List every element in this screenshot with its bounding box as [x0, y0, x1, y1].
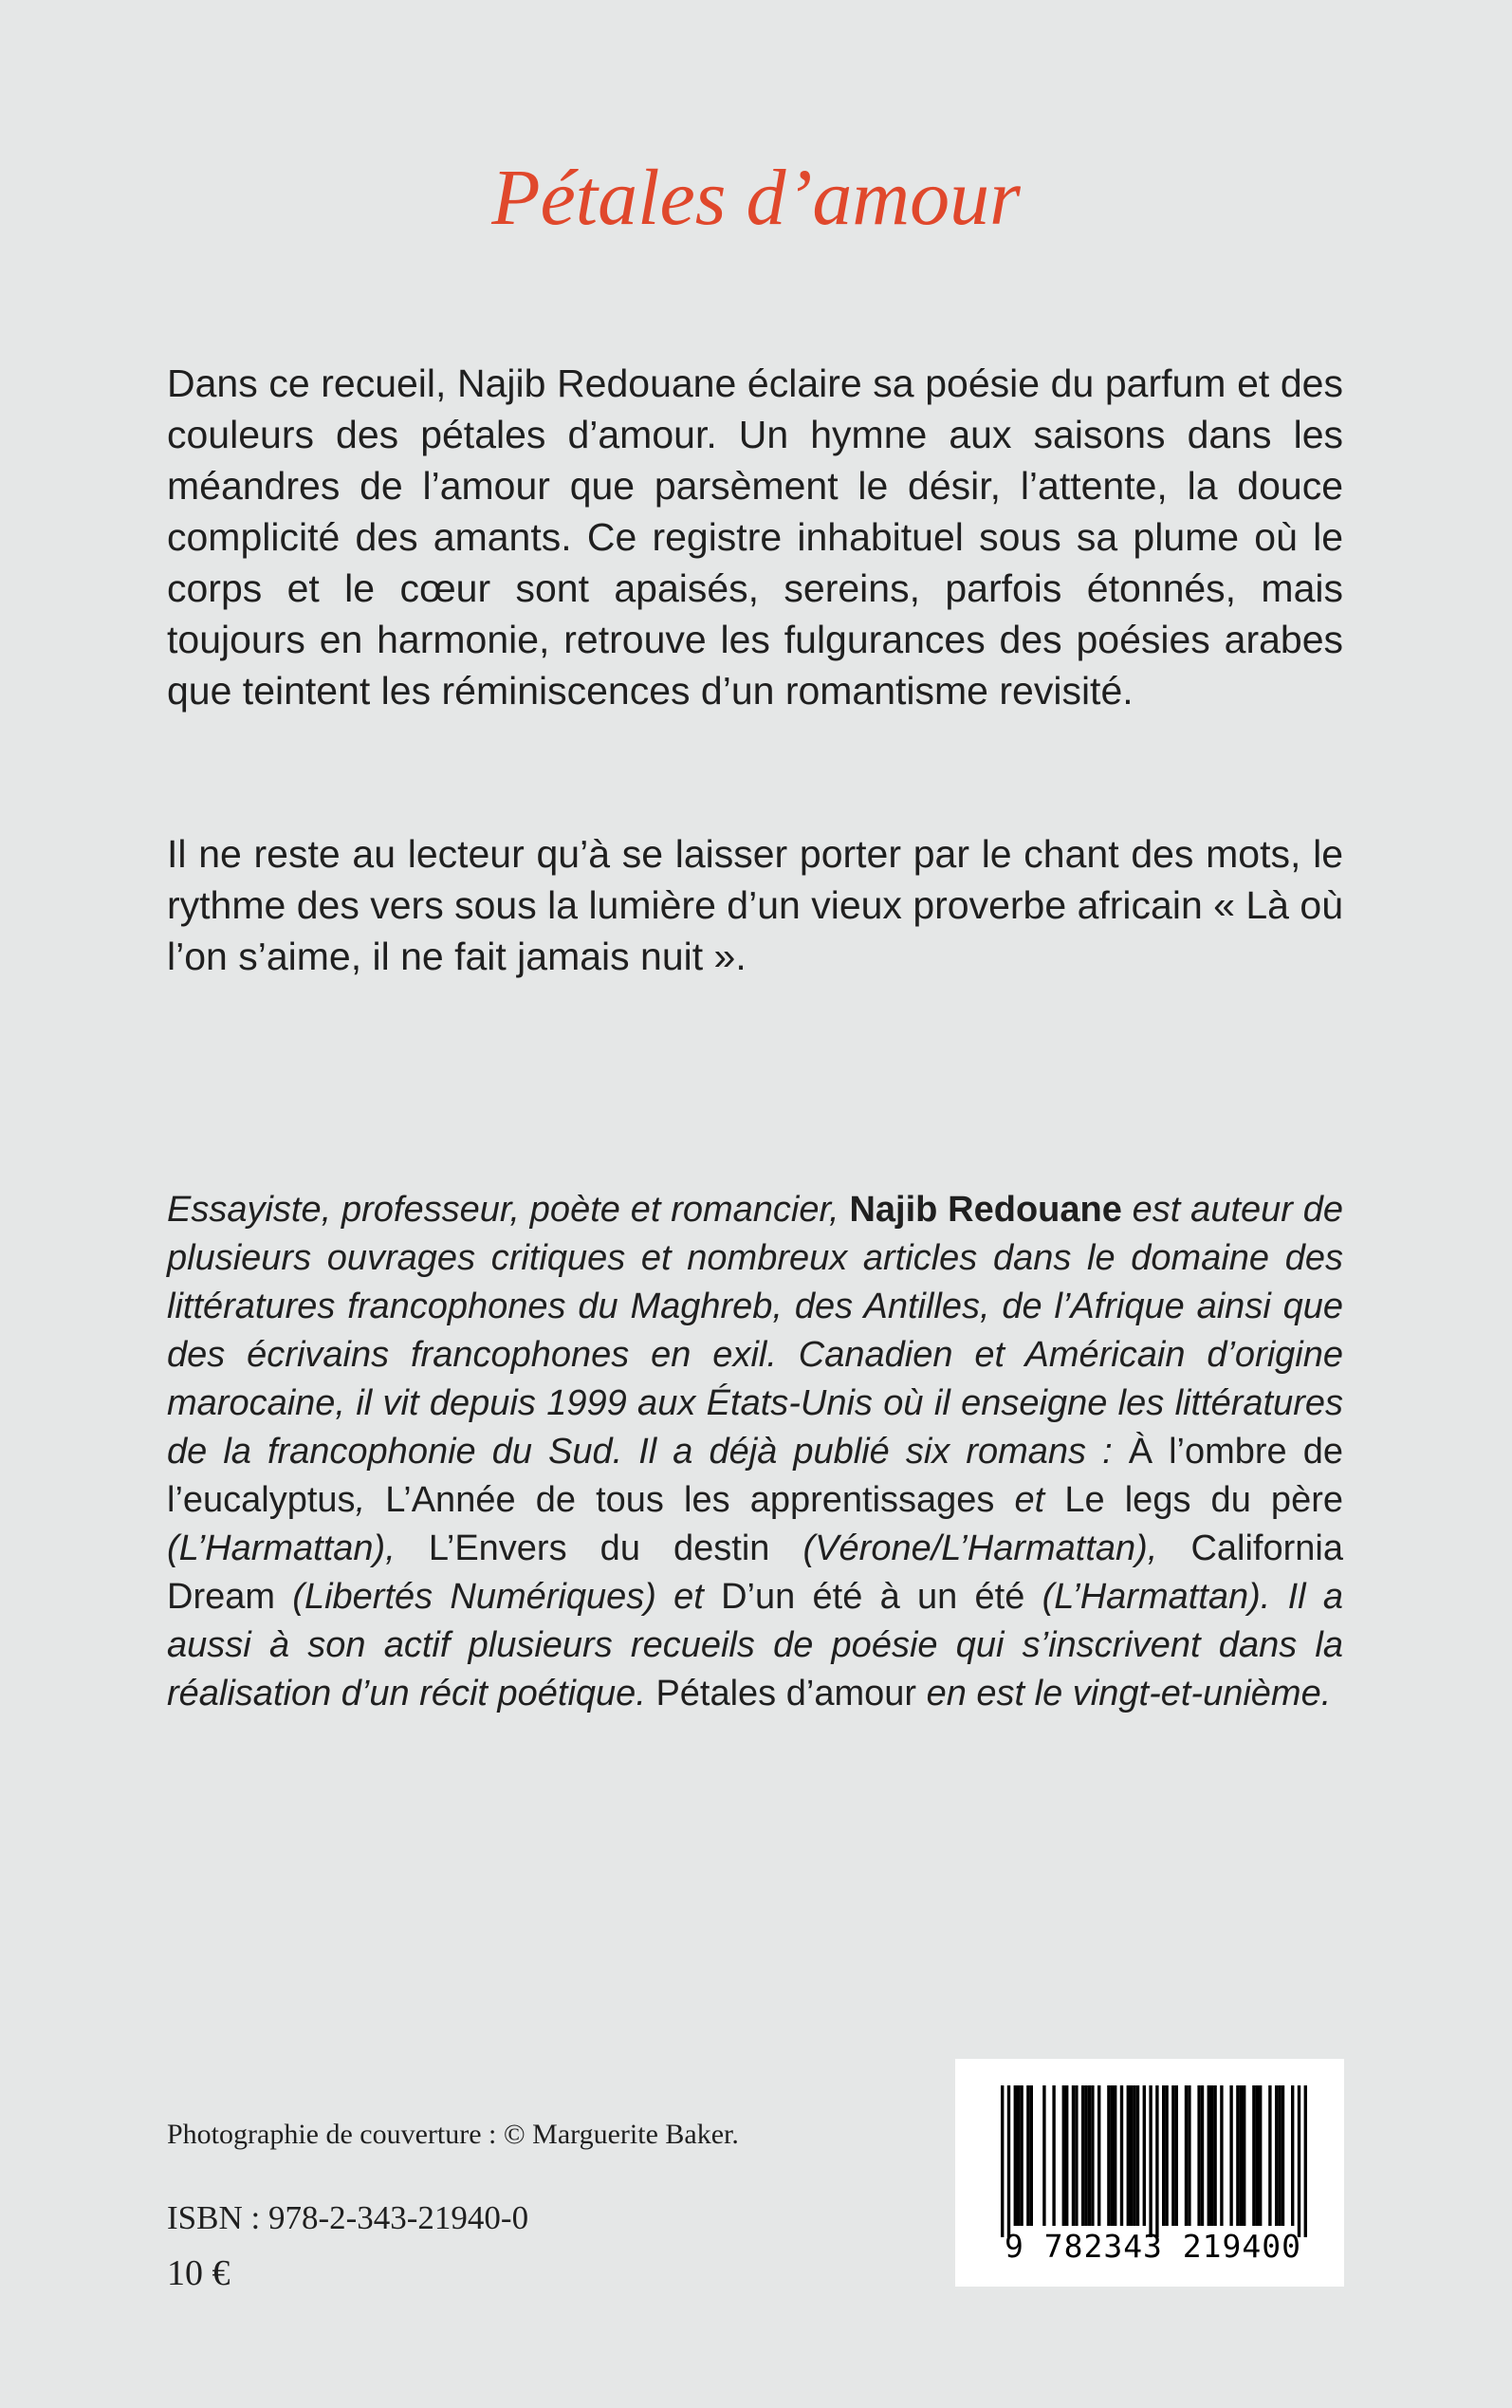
barcode-bar	[1208, 2085, 1210, 2226]
barcode-bar	[1259, 2085, 1262, 2226]
barcode-bar	[1088, 2085, 1091, 2226]
barcode-bar	[1052, 2085, 1055, 2226]
barcode-bar	[1091, 2085, 1094, 2226]
novel-title-2: L’Année de tous les apprentissages	[385, 1480, 995, 1520]
barcode-bar	[1120, 2085, 1123, 2226]
barcode-bar	[1065, 2085, 1068, 2226]
barcode-bar	[1030, 2085, 1033, 2226]
barcode-bar	[1062, 2085, 1065, 2226]
novel-title-6: D’un été à un été	[721, 1577, 1025, 1617]
barcode-bar	[1291, 2085, 1294, 2226]
barcode-bar	[1107, 2085, 1110, 2226]
barcode-bar	[1175, 2085, 1178, 2226]
novel-title-3: Le legs du père	[1064, 1480, 1343, 1520]
barcode-bar	[1213, 2085, 1216, 2226]
bio-book-title: Pétales d’amour	[655, 1674, 917, 1713]
barcode-bar	[1143, 2085, 1146, 2226]
barcode-bar	[1007, 2085, 1010, 2237]
barcode-bar	[1114, 2085, 1116, 2226]
barcode-bar	[1130, 2085, 1133, 2226]
barcode-bar	[1026, 2085, 1029, 2226]
bio-separator-2: et	[994, 1480, 1065, 1520]
barcode-bar	[1127, 2085, 1130, 2226]
barcode-bar	[1256, 2085, 1259, 2226]
barcode-bar	[1097, 2085, 1100, 2226]
barcode-bar	[1072, 2085, 1075, 2226]
barcode-bar	[1081, 2085, 1084, 2226]
bio-closing: en est le vingt-et-unième.	[916, 1674, 1332, 1713]
barcode-bar	[1197, 2085, 1200, 2226]
barcode-bar	[1136, 2085, 1139, 2226]
barcode-bar	[1075, 2085, 1078, 2226]
novel-title-4: L’Envers du destin	[428, 1528, 770, 1568]
barcode-bar	[1020, 2085, 1023, 2226]
barcode-bar	[1017, 2085, 1020, 2226]
barcode-bar	[1188, 2085, 1190, 2226]
barcode-bar	[1084, 2085, 1087, 2226]
bio-part-1: est auteur de plusieurs ouvrages critiques et nombreux articles dans le domaine des littératures francophones du Maghreb, des Antilles, de l’Afrique ainsi que des écrivains francophones en exil. Canadien et Américain d’origine marocaine, il vit depuis 1999 aux États-Unis où il enseigne les littératures de la francophonie du Sud. Il a déjà publié six romans :	[167, 1190, 1344, 1472]
bio-intro: Essayiste, professeur, poète et romancier,	[167, 1190, 850, 1230]
barcode-bar	[1162, 2085, 1165, 2226]
barcode-bar	[1304, 2085, 1307, 2237]
barcode-bar	[1042, 2085, 1045, 2226]
barcode-bar	[1171, 2085, 1174, 2226]
barcode-bar	[1185, 2085, 1188, 2226]
barcode-bar	[1275, 2085, 1278, 2226]
bio-publisher-2: (Vérone/L’Harmattan),	[769, 1528, 1191, 1568]
novel-title-5: California Dream	[167, 1528, 1343, 1617]
price: 10 €	[167, 2253, 230, 2293]
barcode-bar	[1111, 2085, 1114, 2226]
barcode-bar	[1236, 2085, 1239, 2226]
barcode-bar	[1278, 2085, 1281, 2226]
bio-publisher-4: (L’Harmattan). Il a aussi à son actif plusieurs recueils de poésie qui s’inscrivent dans la réalisation d’un récit poétique.	[167, 1577, 1343, 1713]
barcode-digits: 9 782343 219400	[1004, 2228, 1301, 2265]
barcode-bar	[1201, 2085, 1204, 2226]
blurb-paragraph-1: Dans ce recueil, Najib Redouane éclaire sa poésie du parfum et des couleurs des pétales d’amour. Un hymne aux saisons dans les méandres de l’amour que parsèment le désir, l’attente, la douce complicité des amants. Ce registre inhabituel sous sa plume où le corps et le cœur sont apaisés, sereins, parfois étonnés, mais toujours en harmonie, retrouve les fulgurances des poésies arabes que teintent les réminiscences d’un romantisme revisité.	[167, 361, 1343, 713]
bio-separator-1: ,	[355, 1480, 386, 1520]
barcode-bar	[1014, 2085, 1017, 2226]
barcode-bar	[1001, 2085, 1004, 2237]
bio-publisher-1: (L’Harmattan),	[167, 1528, 429, 1568]
isbn: ISBN : 978-2-343-21940-0	[167, 2199, 529, 2236]
barcode-bar	[1210, 2085, 1213, 2226]
barcode-bar	[1298, 2085, 1300, 2237]
photo-credit: Photographie de couverture : © Marguerite Baker.	[167, 2119, 739, 2150]
barcode-bar	[1229, 2085, 1232, 2226]
novel-title-1: À l’ombre de l’eucalyptus	[167, 1432, 1343, 1520]
barcode-bar	[1133, 2085, 1135, 2226]
author-name: Najib Redouane	[849, 1190, 1122, 1230]
author-bio	[167, 1186, 1343, 1718]
book-title: Pétales d’amour	[491, 154, 1021, 242]
barcode	[955, 2059, 1344, 2287]
barcode-bar	[1282, 2085, 1284, 2226]
barcode-bar	[1165, 2085, 1168, 2226]
barcode-bar	[1243, 2085, 1245, 2226]
barcode-bar	[1252, 2085, 1255, 2226]
barcode-bar	[1268, 2085, 1271, 2226]
bio-publisher-3: (Libertés Numériques) et	[275, 1577, 722, 1617]
barcode-bar	[1240, 2085, 1243, 2226]
barcode-bar	[1220, 2085, 1223, 2226]
barcode-bar	[1149, 2085, 1152, 2237]
barcode-bar	[1155, 2085, 1158, 2237]
blurb-paragraph-2: Il ne reste au lecteur qu’à se laisser porter par le chant des mots, le rythme des vers sous la lumière d’un vieux proverbe africain « Là où l’on s’aime, il ne fait jamais nuit ».	[167, 832, 1343, 978]
